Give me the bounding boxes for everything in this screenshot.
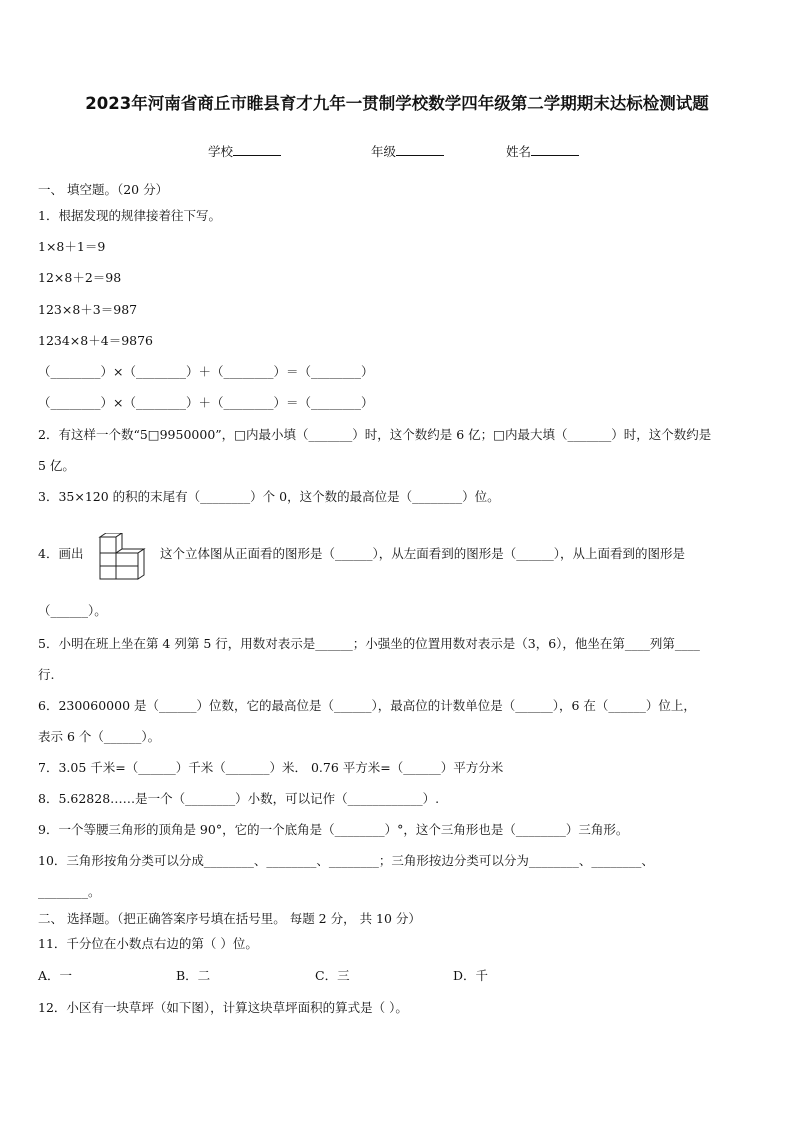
q1-pattern-line: 1×8＋1＝9	[38, 239, 106, 254]
q1-pattern-line: 1234×8＋4＝9876	[38, 333, 154, 348]
q4-line-2: （______）。	[38, 603, 107, 618]
q11-option-c[interactable]: C．三	[315, 968, 350, 983]
q1-answer-row[interactable]: （________）×（________）＋（________）＝（________）	[38, 395, 374, 410]
q3: 3．35×120 的积的末尾有（________）个 0，这个数的最高位是（________）位。	[38, 489, 500, 504]
q2-line-2: 5 亿。	[38, 458, 75, 473]
name-label: 姓名	[506, 144, 532, 159]
q11-option-a[interactable]: A．一	[38, 968, 73, 983]
section-2-heading: 二、 选择题。（把正确答案序号填在括号里。 每题 2 分， 共 10 分）	[38, 911, 421, 926]
q2-line-1: 2．有这样一个数“5□9950000”，□内最小填（_______）时，这个数约是 6 亿；□内最大填（_______）时，这个数约是	[38, 427, 712, 442]
name-field	[506, 142, 579, 160]
q1-answer-row[interactable]: （________）×（________）＋（________）＝（________）	[38, 364, 374, 379]
q9: 9．一个等腰三角形的顶角是 90°，它的一个底角是（________）°，这个三角形也是（________）三角形。	[38, 822, 629, 837]
q11-stem: 11．千分位在小数点右边的第（ ）位。	[38, 936, 258, 951]
q1-pattern-line: 12×8＋2＝98	[38, 270, 122, 285]
q8: 8．5.62828……是一个（________）小数，可以记作（____________）.	[38, 791, 440, 806]
grade-label: 年级	[371, 144, 397, 159]
section-1-heading: 一、 填空题。（20 分）	[38, 182, 169, 197]
school-blank[interactable]	[233, 143, 281, 156]
q11-option-d[interactable]: D．千	[453, 968, 489, 983]
grade-blank[interactable]	[396, 143, 444, 156]
q6-line-2: 表示 6 个（______）。	[38, 729, 161, 744]
q1-pattern-line: 123×8＋3＝987	[38, 302, 138, 317]
grade-field	[371, 142, 444, 160]
q10-line-1: 10．三角形按角分类可以分成________、________、________；三角形按边分类可以分为________、________、	[38, 853, 654, 868]
name-blank[interactable]	[531, 143, 579, 156]
school-label: 学校	[208, 144, 234, 159]
q12: 12．小区有一块草坪（如下图），计算这块草坪面积的算式是（ ）。	[38, 1000, 408, 1015]
q6-line-1: 6．230060000 是（______）位数，它的最高位是（______），最高位的计数单位是（______），6 在（______）位上，	[38, 698, 696, 713]
page-title: 2023年河南省商丘市睢县育才九年一贯制学校数学四年级第二学期期末达标检测试题	[85, 94, 709, 113]
q10-line-2: ________。	[38, 884, 101, 899]
q4-line-1: 这个立体图从正面看的图形是（______），从左面看到的图形是（______），从上面看到的图形是	[160, 546, 686, 561]
q7: 7．3.05 千米=（______）千米（_______）米． 0.76 平方米=（______）平方分米	[38, 760, 504, 775]
q4-prefix: 4．画出	[38, 546, 84, 561]
q5-line-1: 5．小明在班上坐在第 4 列第 5 行，用数对表示是______；小强坐的位置用数对表示是（3，6），他坐在第____列第____	[38, 636, 700, 651]
q5-line-2: 行.	[38, 667, 55, 682]
school-field	[208, 142, 281, 160]
q1-stem: 1．根据发现的规律接着往下写。	[38, 208, 221, 223]
q11-option-b[interactable]: B．二	[176, 968, 211, 983]
cube-stack-icon	[97, 533, 149, 583]
